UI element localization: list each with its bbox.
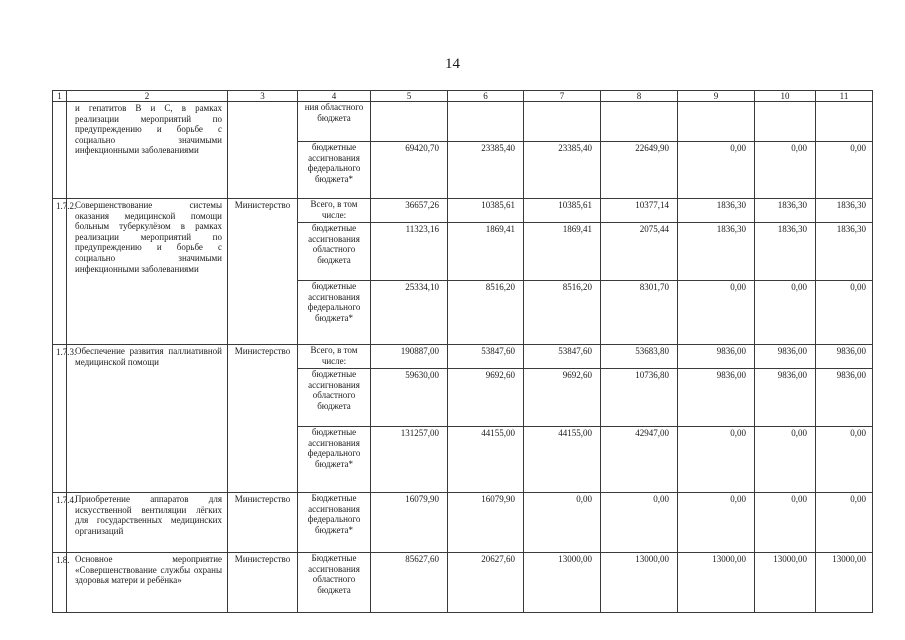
value-cell: 10385,61 bbox=[524, 199, 601, 223]
value-cell: 13000,00 bbox=[755, 553, 816, 613]
value-cell: 131257,00 bbox=[371, 427, 448, 493]
item-executor: Министерство bbox=[228, 199, 298, 345]
value-cell: 13000,00 bbox=[524, 553, 601, 613]
item-name: Совершенствование системы оказания медицинской помощи больным туберкулёзом в рамках реализации мероприятий по предупреждению и борьбе с социально значимыми инфекционными заболеваниями bbox=[67, 199, 228, 345]
value-cell: 16079,90 bbox=[371, 493, 448, 553]
value-cell: 1836,30 bbox=[816, 199, 873, 223]
value-cell: 190887,00 bbox=[371, 345, 448, 369]
table-row bbox=[53, 345, 873, 369]
item-number: 1.7.3. bbox=[53, 345, 67, 493]
value-cell: 1836,30 bbox=[755, 223, 816, 281]
value-cell: 1836,30 bbox=[678, 199, 755, 223]
value-cell bbox=[524, 102, 601, 142]
value-cell: 44155,00 bbox=[448, 427, 524, 493]
value-cell: 13000,00 bbox=[816, 553, 873, 613]
value-cell: 23385,40 bbox=[448, 142, 524, 199]
header-cell: 1 bbox=[53, 91, 67, 102]
table-row bbox=[53, 553, 873, 613]
header-cell: 10 bbox=[755, 91, 816, 102]
value-cell: 20627,60 bbox=[448, 553, 524, 613]
value-cell: 0,00 bbox=[816, 427, 873, 493]
value-cell: 11323,16 bbox=[371, 223, 448, 281]
value-cell: 42947,00 bbox=[601, 427, 678, 493]
value-cell: 0,00 bbox=[816, 493, 873, 553]
value-cell: 53847,60 bbox=[448, 345, 524, 369]
value-cell: 0,00 bbox=[678, 281, 755, 345]
value-cell bbox=[816, 102, 873, 142]
item-executor bbox=[228, 102, 298, 199]
value-cell: 1836,30 bbox=[816, 223, 873, 281]
header-cell: 5 bbox=[371, 91, 448, 102]
value-cell: 9836,00 bbox=[678, 345, 755, 369]
item-executor: Министерство bbox=[228, 553, 298, 613]
value-cell bbox=[755, 102, 816, 142]
value-cell: 10385,61 bbox=[448, 199, 524, 223]
funding-source: бюджетные ассигнования областного бюджета bbox=[298, 369, 371, 427]
value-cell: 0,00 bbox=[755, 142, 816, 199]
item-number: 1.8. bbox=[53, 553, 67, 613]
header-cell: 9 bbox=[678, 91, 755, 102]
item-name: Основное мероприятие «Совершенствование службы охраны здоровья матери и ребёнка» bbox=[67, 553, 228, 613]
header-cell: 11 bbox=[816, 91, 873, 102]
table-row bbox=[53, 102, 873, 142]
value-cell: 13000,00 bbox=[601, 553, 678, 613]
value-cell: 0,00 bbox=[524, 493, 601, 553]
value-cell bbox=[371, 102, 448, 142]
value-cell: 1836,30 bbox=[755, 199, 816, 223]
value-cell: 0,00 bbox=[678, 142, 755, 199]
value-cell: 36657,26 bbox=[371, 199, 448, 223]
funding-source: бюджетные ассигнования федерального бюджета* bbox=[298, 427, 371, 493]
value-cell bbox=[448, 102, 524, 142]
value-cell: 0,00 bbox=[816, 281, 873, 345]
value-cell: 9836,00 bbox=[755, 345, 816, 369]
value-cell: 0,00 bbox=[755, 427, 816, 493]
value-cell: 13000,00 bbox=[678, 553, 755, 613]
value-cell: 44155,00 bbox=[524, 427, 601, 493]
funding-source: бюджетные ассигнования федерального бюджета* bbox=[298, 281, 371, 345]
value-cell: 0,00 bbox=[678, 493, 755, 553]
value-cell: 85627,60 bbox=[371, 553, 448, 613]
value-cell: 25334,10 bbox=[371, 281, 448, 345]
header-cell: 4 bbox=[298, 91, 371, 102]
item-name: и гепатитов В и С, в рамках реализации мероприятий по предупреждению и борьбе с социально значимыми инфекционными заболеваниями bbox=[67, 102, 228, 199]
page-number: 14 bbox=[445, 56, 460, 72]
value-cell: 9692,60 bbox=[448, 369, 524, 427]
funding-source: ния областного бюджета bbox=[298, 102, 371, 142]
funding-source: Всего, в том числе: bbox=[298, 199, 371, 223]
header-cell: 2 bbox=[67, 91, 228, 102]
funding-source: Всего, в том числе: bbox=[298, 345, 371, 369]
value-cell: 22649,90 bbox=[601, 142, 678, 199]
value-cell: 69420,70 bbox=[371, 142, 448, 199]
table-row bbox=[53, 199, 873, 223]
value-cell: 59630,00 bbox=[371, 369, 448, 427]
funding-source: бюджетные ассигнования областного бюджета bbox=[298, 223, 371, 281]
value-cell: 23385,40 bbox=[524, 142, 601, 199]
value-cell: 1869,41 bbox=[448, 223, 524, 281]
value-cell bbox=[601, 102, 678, 142]
value-cell: 0,00 bbox=[755, 493, 816, 553]
header-row bbox=[53, 91, 873, 102]
header-cell: 8 bbox=[601, 91, 678, 102]
table-row bbox=[53, 493, 873, 553]
value-cell: 10736,80 bbox=[601, 369, 678, 427]
value-cell: 2075,44 bbox=[601, 223, 678, 281]
value-cell: 9692,60 bbox=[524, 369, 601, 427]
value-cell: 1836,30 bbox=[678, 223, 755, 281]
funding-source: Бюджетные ассигнования федерального бюджета* bbox=[298, 493, 371, 553]
value-cell: 53847,60 bbox=[524, 345, 601, 369]
value-cell bbox=[678, 102, 755, 142]
item-name: Обеспечение развития паллиативной медицинской помощи bbox=[67, 345, 228, 493]
header-cell: 6 bbox=[448, 91, 524, 102]
item-executor: Министерство bbox=[228, 493, 298, 553]
value-cell: 9836,00 bbox=[678, 369, 755, 427]
value-cell: 1869,41 bbox=[524, 223, 601, 281]
value-cell: 8516,20 bbox=[524, 281, 601, 345]
value-cell: 0,00 bbox=[816, 142, 873, 199]
value-cell: 16079,90 bbox=[448, 493, 524, 553]
value-cell: 0,00 bbox=[601, 493, 678, 553]
value-cell: 8516,20 bbox=[448, 281, 524, 345]
value-cell: 9836,00 bbox=[816, 345, 873, 369]
value-cell: 0,00 bbox=[755, 281, 816, 345]
item-number: 1.7.2. bbox=[53, 199, 67, 345]
value-cell: 9836,00 bbox=[816, 369, 873, 427]
item-number bbox=[53, 102, 67, 199]
header-cell: 3 bbox=[228, 91, 298, 102]
item-number: 1.7.4. bbox=[53, 493, 67, 553]
header-cell: 7 bbox=[524, 91, 601, 102]
funding-source: бюджетные ассигнования федерального бюджета* bbox=[298, 142, 371, 199]
item-executor: Министерство bbox=[228, 345, 298, 493]
item-name: Приобретение аппаратов для искусственной вентиляции лёгких для государственных медицинских организаций bbox=[67, 493, 228, 553]
budget-table bbox=[52, 90, 873, 613]
value-cell: 8301,70 bbox=[601, 281, 678, 345]
value-cell: 53683,80 bbox=[601, 345, 678, 369]
value-cell: 0,00 bbox=[678, 427, 755, 493]
value-cell: 9836,00 bbox=[755, 369, 816, 427]
funding-source: Бюджетные ассигнования областного бюджета bbox=[298, 553, 371, 613]
value-cell: 10377,14 bbox=[601, 199, 678, 223]
